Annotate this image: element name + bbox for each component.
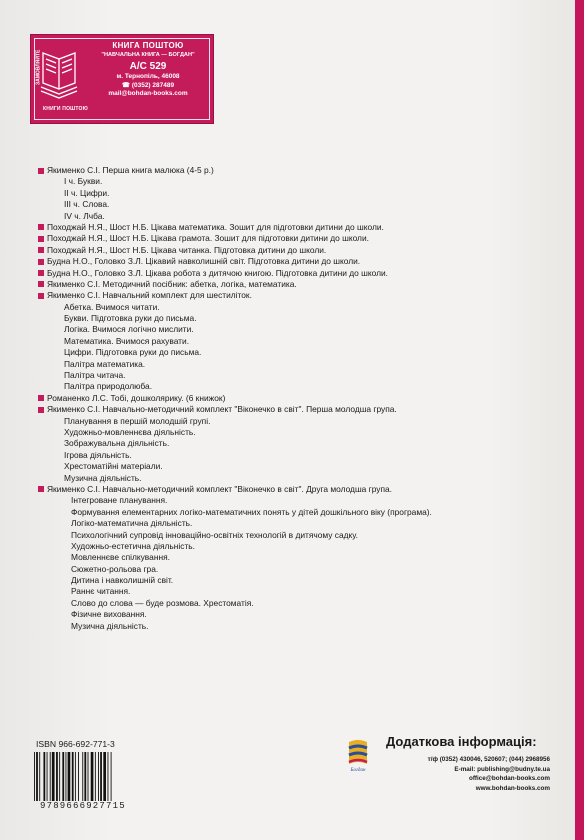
list-item-text: Художньо-мовленнєва діяльність. — [64, 426, 196, 437]
list-item-text: Якименко С.І. Методичний посібник: абетка, логіка, математика. — [47, 278, 297, 289]
list-subitem — [38, 188, 558, 199]
list-item-text: Музична діяльність. — [71, 620, 149, 631]
list-item-text: Слово до слова — буде розмова. Хрестоматія. — [71, 597, 254, 608]
list-item-text: Якименко С.І. Перша книга малюка (4-5 р.) — [47, 165, 214, 175]
list-item-text: Інтегроване планування. — [71, 495, 168, 506]
info-title: Додаткова інформація: — [386, 734, 537, 749]
barcode-bar — [59, 752, 60, 801]
list-subitem — [38, 450, 558, 461]
stamp-phone — [87, 81, 209, 89]
list-item — [38, 290, 558, 301]
info-office-email: office@bohdan-books.com — [468, 775, 550, 783]
barcode-bar — [56, 752, 58, 801]
bullet-square-icon — [38, 281, 44, 287]
barcode-bar — [88, 752, 89, 801]
stamp-email: mail@bohdan-books.com — [108, 90, 188, 97]
list-item — [38, 393, 558, 404]
list-subitem — [38, 507, 558, 518]
list-subitem — [38, 347, 558, 358]
list-item — [38, 245, 558, 256]
barcode-bar — [78, 752, 79, 801]
list-item — [38, 165, 558, 176]
list-item-text: Музична діяльність. — [64, 472, 142, 483]
list-item-text: Фізичне виховання. — [71, 609, 147, 620]
list-subitem — [38, 530, 558, 541]
list-subitem — [38, 552, 558, 563]
barcode-bar — [95, 752, 96, 801]
barcode — [32, 752, 136, 801]
bullet-square-icon — [38, 407, 44, 413]
additional-info — [380, 734, 550, 793]
barcode-bar — [100, 752, 102, 801]
mail-order-stamp — [30, 34, 214, 124]
list-subitem — [38, 427, 558, 438]
info-email: E-mail: publishing@budny.te.ua — [454, 765, 550, 773]
barcode-bar — [34, 752, 35, 801]
list-subitem — [38, 199, 558, 210]
list-item-text: Раннє читання. — [71, 586, 131, 597]
barcode-bar — [47, 752, 48, 801]
bullet-square-icon — [38, 395, 44, 401]
barcode-bar — [39, 752, 40, 801]
barcode-bar — [82, 752, 83, 801]
list-item-text: Ігрова діяльність. — [64, 449, 132, 460]
list-item-text: Цифри. Підготовка руки до письма. — [64, 347, 202, 358]
isbn: ISBN 966-692-771-3 — [36, 739, 115, 749]
bullet-square-icon — [38, 247, 44, 253]
list-item-text: Логіка. Вчимося логічно мислити. — [64, 324, 194, 335]
list-subitem — [38, 564, 558, 575]
list-subitem — [38, 586, 558, 597]
list-item — [38, 279, 558, 290]
barcode-bar — [36, 752, 38, 801]
list-item-text: Походжай Н.Я., Шост Н.Б. Цікава математика. Зошит для підготовки дитини до школи. — [47, 221, 384, 232]
list-subitem — [38, 518, 558, 529]
list-subitem — [38, 416, 558, 427]
logo-caption: Богдан — [350, 768, 366, 772]
bullet-square-icon — [38, 293, 44, 299]
barcode-bar — [50, 752, 51, 801]
bullet-square-icon — [38, 259, 44, 265]
info-phone: т/ф (0352) 430046, 520607; (044) 2968956 — [427, 756, 550, 763]
list-item — [38, 268, 558, 279]
list-item-text: ІV ч. Лчба. — [64, 210, 105, 221]
barcode-bar — [43, 752, 45, 801]
book-list — [38, 165, 558, 632]
stamp-text — [87, 41, 209, 97]
books-icon — [37, 43, 81, 103]
list-item-text: Палітра природолюба. — [64, 381, 153, 392]
list-item-text: Хрестоматійні матеріали. — [64, 461, 163, 472]
list-subitem — [38, 313, 558, 324]
bullet-square-icon — [38, 236, 44, 242]
list-subitem — [38, 609, 558, 620]
stamp-heading: КНИГА ПОШТОЮ — [112, 41, 184, 50]
bullet-square-icon — [38, 486, 44, 492]
barcode-bar — [72, 752, 74, 801]
list-item-text: Абетка. Вчимося читати. — [64, 301, 160, 312]
barcode-bar — [98, 752, 99, 801]
list-subitem — [38, 359, 558, 370]
barcode-bar — [108, 752, 109, 801]
list-item-text: Походжай Н.Я., Шост Н.Б. Цікава читанка. Підготовка дитини до школи. — [47, 244, 327, 255]
list-item-text: Якименко С.І. Навчально-методичний комплект "Віконечко в світ". Друга молодша група. — [47, 483, 392, 494]
list-item-text: Якименко С.І. Навчальний комплект для шестиліток. — [47, 290, 252, 301]
list-item — [38, 222, 558, 233]
stamp-phone-number: (0352) 287489 — [131, 82, 175, 89]
list-subitem — [38, 324, 558, 335]
barcode-bar — [68, 752, 71, 801]
list-item-text: Будна Н.О., Головко З.Л. Цікавий навколишній світ. Підготовка дитини до школи. — [47, 256, 361, 267]
list-subitem — [38, 621, 558, 632]
list-item-text: ІІ ч. Цифри. — [64, 187, 110, 198]
list-item-text: Романенко Л.С. Тобі, дошколярику. (6 книжок) — [47, 392, 226, 403]
barcode-bar — [62, 752, 64, 801]
list-item — [38, 233, 558, 244]
barcode-number: 9789666927715 — [40, 801, 126, 811]
list-item-text: Походжай Н.Я., Шост Н.Б. Цікава грамота. Зошит для підготовки дитини до школи. — [47, 233, 369, 244]
bullet-square-icon — [38, 168, 44, 174]
stamp-city: м. Тернопіль, 46008 — [116, 73, 180, 80]
list-item-text: І ч. Букви. — [64, 176, 103, 187]
list-subitem — [38, 461, 558, 472]
list-item-text: Зображувальна діяльність. — [64, 438, 170, 449]
list-subitem — [38, 598, 558, 609]
list-subitem — [38, 176, 558, 187]
list-item — [38, 484, 558, 495]
list-item-text: ІІІ ч. Слова. — [64, 199, 110, 210]
list-item-text: Палітра читача. — [64, 370, 126, 381]
barcode-bar — [111, 752, 112, 801]
list-item-text: Сюжетно-рольова гра. — [71, 563, 159, 574]
list-subitem — [38, 211, 558, 222]
stamp-po-box: А/С 529 — [129, 61, 167, 72]
list-item-text: Букви. Підготовка руки до письма. — [64, 313, 197, 324]
stamp-side-text: ЗАМОВЛЯЙТЕ — [35, 49, 41, 85]
bullet-square-icon — [38, 224, 44, 230]
list-subitem — [38, 370, 558, 381]
list-item-text: Художньо-естетична діяльність. — [71, 540, 195, 551]
barcode-bar — [84, 752, 86, 801]
publisher-logo — [345, 738, 371, 772]
list-item-text: Математика. Вчимося рахувати. — [64, 335, 190, 346]
info-website: www.bohdan-books.com — [475, 784, 550, 792]
barcode-bar — [91, 752, 94, 801]
list-item — [38, 256, 558, 267]
list-subitem — [38, 336, 558, 347]
list-item-text: Психологічний супровід інноваційно-освітніх технологій в дитячому садку. — [71, 529, 358, 540]
list-item-text: Якименко С.І. Навчально-методичний комплект "Віконечко в світ". Перша молодша група. — [47, 404, 397, 415]
list-item-text: Будна Н.О., Головко З.Л. Цікава робота з дитячою книгою. Підготовка дитини до школи. — [47, 267, 388, 278]
barcode-bar — [75, 752, 76, 801]
cover-edge-stripe — [575, 0, 584, 840]
stamp-publisher: "НАВЧАЛЬНА КНИГА — БОГДАН" — [101, 52, 195, 58]
list-subitem — [38, 438, 558, 449]
list-subitem — [38, 541, 558, 552]
list-item-text: Логіко-математична діяльність. — [71, 518, 193, 529]
bullet-square-icon — [38, 270, 44, 276]
list-item-text: Формування елементарних логіко-математичних понять у дітей дошкільного віку (програма). — [71, 506, 432, 517]
list-item-text: Дитина і навколишній світ. — [71, 575, 174, 586]
list-subitem — [38, 473, 558, 484]
barcode-bar — [52, 752, 55, 801]
stamp-side-label — [33, 49, 41, 85]
list-item-text: Палітра математика. — [64, 358, 146, 369]
barcode-bar — [66, 752, 67, 801]
barcode-bar — [103, 752, 106, 801]
list-item-text: Планування в першій молодшій групі. — [64, 415, 211, 426]
list-subitem — [38, 575, 558, 586]
list-subitem — [38, 381, 558, 392]
list-subitem — [38, 302, 558, 313]
list-item — [38, 404, 558, 415]
list-subitem — [38, 495, 558, 506]
list-item-text: Мовленнєве спілкування. — [71, 552, 170, 563]
phone-icon: ☎ — [121, 82, 130, 89]
stamp-bottom-label: КНИГИ ПОШТОЮ — [43, 106, 88, 112]
